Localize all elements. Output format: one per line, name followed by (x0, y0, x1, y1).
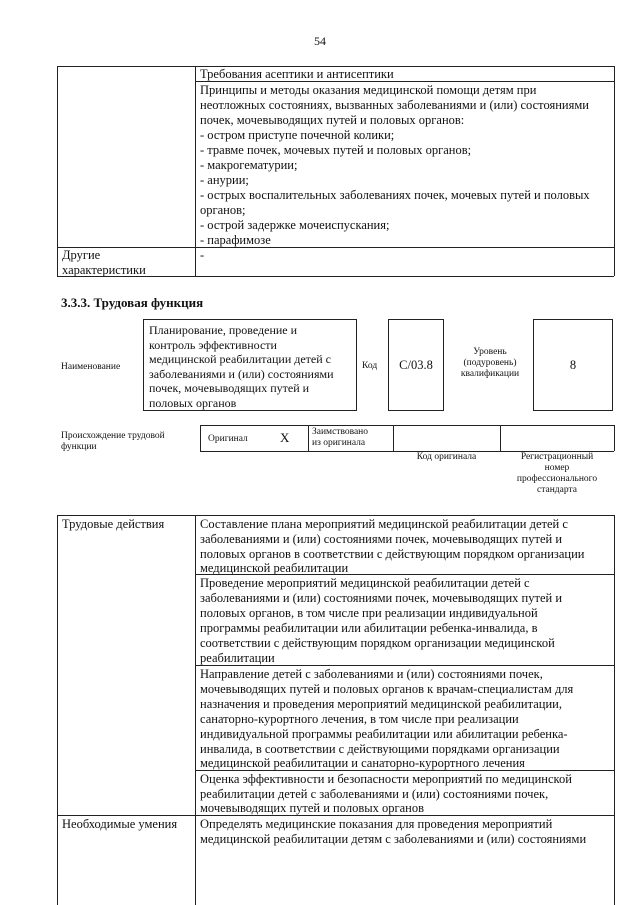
text-line: назначения и проведения мероприятий медицинской реабилитации, (200, 697, 562, 711)
text-line: половых органов в соответствии с действующим порядком организации (200, 547, 585, 561)
text-line: медицинской реабилитации (200, 561, 349, 575)
text-line: органов; (200, 203, 246, 217)
other-characteristics-value: - (200, 248, 205, 262)
borrowed-label (312, 427, 368, 449)
text-line: заболеваниями и (или) состояниями почек, мочевыводящих путей и (200, 532, 563, 546)
required-skills-label: Необходимые умения (62, 817, 178, 831)
table-border (308, 425, 309, 451)
text-line: реабилитации детей с заболеваниями и (или) состояниями почек, (200, 787, 549, 801)
code-box (388, 319, 444, 411)
code-label: Код (362, 361, 378, 371)
text-line: - анурии; (200, 173, 249, 187)
reg-number-caption (500, 452, 614, 496)
text-line: половых органов, в том числе при реализации индивидуальной (200, 606, 538, 620)
table-border (57, 66, 58, 276)
function-name-box (143, 319, 357, 411)
text-line: Проведение мероприятий медицинской реабилитации детей с (200, 576, 530, 590)
level-value: 8 (569, 358, 577, 372)
code-original-caption: Код оригинала (416, 452, 477, 462)
text-line: Оценка эффективности и безопасности мероприятий по медицинской (200, 772, 572, 786)
name-line: половых органов (149, 395, 237, 410)
caption-line: номер (544, 463, 570, 473)
origin-label-line: функции (61, 442, 97, 452)
level-label (450, 347, 530, 380)
text-line: медицинской реабилитации и санаторно-курортного лечения (200, 756, 525, 770)
name-line: Планирование, проведение и (149, 323, 298, 337)
table-border (57, 515, 614, 516)
text-line: индивидуальной программы реабилитации или абилитации ребенка- (200, 727, 568, 741)
level-box (533, 319, 613, 411)
label-line: Другие (62, 248, 101, 262)
labor-actions-label: Трудовые действия (62, 517, 165, 531)
text-line: Определять медицинские показания для проведения мероприятий (200, 817, 553, 831)
text-line: мочевыводящих путей и половых органов к врачам-специалистам для (200, 682, 574, 696)
text-line: Направление детей с заболеваниями и (или) состояниями почек, (200, 667, 543, 681)
name-label: Наименование (61, 362, 121, 372)
table-border (393, 425, 394, 451)
section-heading: 3.3.3. Трудовая функция (61, 295, 204, 310)
caption-line: Регистрационный (520, 452, 594, 462)
table-border (200, 425, 614, 426)
label-line: характеристики (62, 263, 146, 278)
table-border (614, 515, 615, 905)
caption-line: профессионального (516, 474, 598, 484)
table-border (614, 66, 615, 276)
other-characteristics-label (62, 248, 192, 279)
table-border (195, 515, 196, 905)
name-line: почек, мочевыводящих путей и (149, 381, 310, 396)
text-line: медицинской реабилитации детям с заболеваниями и (или) состояниями (200, 832, 587, 846)
text-line: - остром приступе почечной колики; (200, 128, 395, 142)
table-border (195, 66, 196, 276)
origin-label-line: Происхождение трудовой (61, 431, 165, 441)
name-line: заболеваниями и (или) состояниями (149, 366, 334, 381)
text-line: санаторно-курортного лечения, в том числе при реализации (200, 712, 519, 726)
level-label-line: квалификации (460, 369, 520, 379)
text-line: программы реабилитации или абилитации ребенка-инвалида, в (200, 621, 538, 635)
text-line: почек, мочевыводящих путей и половых органов: (200, 113, 465, 127)
text-line: Принципы и методы оказания медицинской помощи детям при (200, 83, 537, 97)
origin-label (61, 431, 191, 453)
text-line: реабилитации (200, 651, 275, 665)
text-line: инвалида, в соответствии с действующими порядками организации (200, 742, 560, 756)
table-border (614, 425, 615, 451)
caption-line: стандарта (537, 485, 577, 495)
text-line: - парафимозе (200, 233, 271, 247)
level-label-line: (подуровень) (463, 358, 517, 368)
text-line: - острых воспалительных заболеваниях почек, мочевых путей и половых (200, 188, 590, 202)
text-line: - макрогематурии; (200, 158, 298, 172)
text-line: - травме почек, мочевых путей и половых органов; (200, 143, 472, 157)
original-label: Оригинал (208, 434, 248, 444)
text-line: соответствии с действующим порядком организации медицинской (200, 636, 555, 650)
original-mark: X (280, 430, 290, 445)
name-line: контроль эффективности (149, 337, 277, 352)
table-border (57, 515, 58, 905)
text-line: мочевыводящих путей и половых органов (200, 801, 425, 815)
text-line: - острой задержке мочеиспускания; (200, 218, 390, 232)
borrowed-line: из оригинала (312, 438, 366, 448)
name-line: медицинской реабилитации детей с (149, 352, 331, 367)
asepsis-requirements: Требования асептики и антисептики (200, 67, 394, 81)
level-label-line: Уровень (473, 347, 507, 357)
text-line: заболеваниями и (или) состояниями почек, мочевыводящих путей и (200, 591, 563, 605)
table-border (200, 425, 201, 451)
text-line: неотложных состояниях, вызванных заболеваниями и (или) состояниями (200, 98, 589, 112)
text-line: Составление плана мероприятий медицинской реабилитации детей с (200, 517, 568, 531)
table-border (500, 425, 501, 451)
page-number: 54 (314, 34, 326, 48)
borrowed-line: Заимствовано (312, 427, 369, 437)
code-value: С/03.8 (399, 358, 433, 372)
